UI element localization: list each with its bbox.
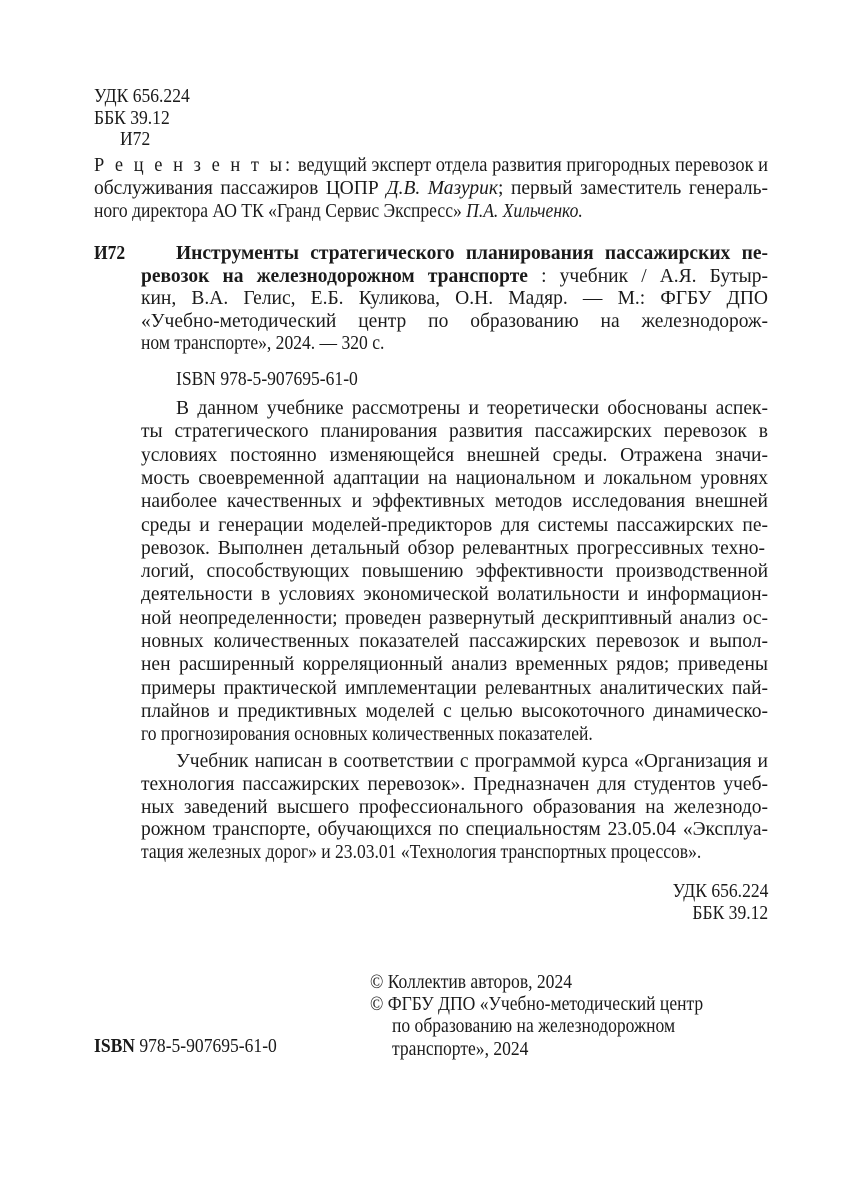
- author-mark: И72: [120, 129, 151, 150]
- reviewers-label: Р е ц е н з е н т ы:: [94, 155, 294, 176]
- copyright-line: транспорте», 2024: [392, 1039, 529, 1060]
- entry-line: ном транспорте», 2024. — 320 с.: [141, 333, 385, 354]
- paragraph-line: наиболее качественных и эффективных методов исследования внешней: [141, 491, 768, 513]
- paragraph-line: нен расширенный корреляционный анализ временных рядов; приведены: [141, 654, 768, 676]
- paragraph-line: тация железных дорог» и 23.03.01 «Технология транспортных процессов».: [141, 842, 702, 864]
- paragraph-line: условиях постоянно изменяющейся внешней среды. Отражена значи-: [141, 444, 768, 466]
- reviewers-line: [94, 155, 768, 177]
- entry-mark: И72: [94, 243, 126, 264]
- reviewer-name: Д.В. Мазурик: [386, 178, 499, 199]
- paragraph-line: среды и генерации моделей-предикторов для системы пассажирских пе-: [141, 514, 768, 536]
- paragraph-line: примеры практической имплементации релевантных аналитических пай-: [141, 677, 768, 699]
- reviewer-name: П.А. Хильченко.: [466, 201, 583, 222]
- paragraph-line: го прогнозирования основных количественных показателей.: [141, 724, 593, 746]
- reviewers-line: [94, 201, 637, 223]
- paragraph-line: ревозок. Выполнен детальный обзор релевантных прогрессивных техно-: [141, 537, 765, 559]
- reviewers-text: ного директора АО ТК «Гранд Сервис Экспресс»: [94, 201, 467, 222]
- udk-code: УДК 656.224: [94, 86, 190, 107]
- entry-title: ревозок на железнодорожном транспорте: [141, 266, 528, 287]
- entry-line: [141, 266, 768, 288]
- copyright-line: © ФГБУ ДПО «Учебно-методический центр: [370, 994, 704, 1015]
- paragraph-line: ты стратегического планирования развития пассажирских перевозок в: [141, 421, 768, 443]
- isbn-number: 978-5-907695-61-0: [134, 1036, 277, 1057]
- paragraph-line: деятельности в условиях экономической волатильности и информацион-: [141, 584, 768, 606]
- paragraph-line: Учебник написан в соответствии с программой курса «Организация и: [176, 751, 768, 772]
- reviewers-text: ведущий эксперт отдела развития пригородных перевозок и: [293, 155, 768, 176]
- reviewers-text: ; первый заместитель генераль-: [498, 178, 769, 199]
- copyright-line: по образованию на железнодорожном: [392, 1016, 676, 1037]
- entry-isbn: ISBN 978-5-907695-61-0: [176, 369, 358, 390]
- paragraph-line: мость своевременной адаптации на национальном и локальном уровнях: [141, 467, 768, 489]
- bbk-code-right: ББК 39.12: [692, 903, 768, 924]
- bbk-code: ББК 39.12: [94, 108, 170, 129]
- paragraph-line: В данном учебнике рассмотрены и теоретически обоснованы аспек-: [176, 398, 768, 419]
- isbn-label: ISBN: [94, 1036, 135, 1057]
- paragraph-line: ных заведений высшего профессионального образования на железнодо-: [141, 796, 768, 818]
- reviewers-line: [94, 178, 768, 200]
- paragraph-line: новных количественных показателей пассажирских перевозок и выпол-: [141, 631, 768, 652]
- paragraph-line: ной неопределенности; проведен развернутый дескриптивный анализ ос-: [141, 607, 768, 629]
- paragraph-line: плайнов и предиктивных моделей с целью высокоточного динамическо-: [141, 700, 768, 722]
- entry-title: Инструменты стратегического планирования пассажирских пе-: [176, 243, 768, 264]
- paragraph-line: технология пассажирских перевозок». Предназначен для студентов учеб-: [141, 773, 768, 795]
- entry-text: : учебник / А.Я. Бутыр-: [527, 266, 769, 287]
- paragraph-line: логий, способствующих повышению эффективности производственной: [141, 561, 768, 583]
- reviewers-text: обслуживания пассажиров ЦОПР: [94, 178, 387, 199]
- copyright-line: © Коллектив авторов, 2024: [370, 972, 573, 993]
- entry-line: кин, В.А. Гелис, Е.Б. Куликова, О.Н. Мадяр. — М.: ФГБУ ДПО: [141, 288, 768, 309]
- udk-code-right: УДК 656.224: [672, 881, 768, 902]
- paragraph-line: рожном транспорте, обучающихся по специальностям 23.05.04 «Эксплуа-: [141, 819, 768, 841]
- bottom-isbn: [94, 1036, 297, 1058]
- entry-line: «Учебно-методический центр по образованию на железнодорож-: [141, 311, 768, 332]
